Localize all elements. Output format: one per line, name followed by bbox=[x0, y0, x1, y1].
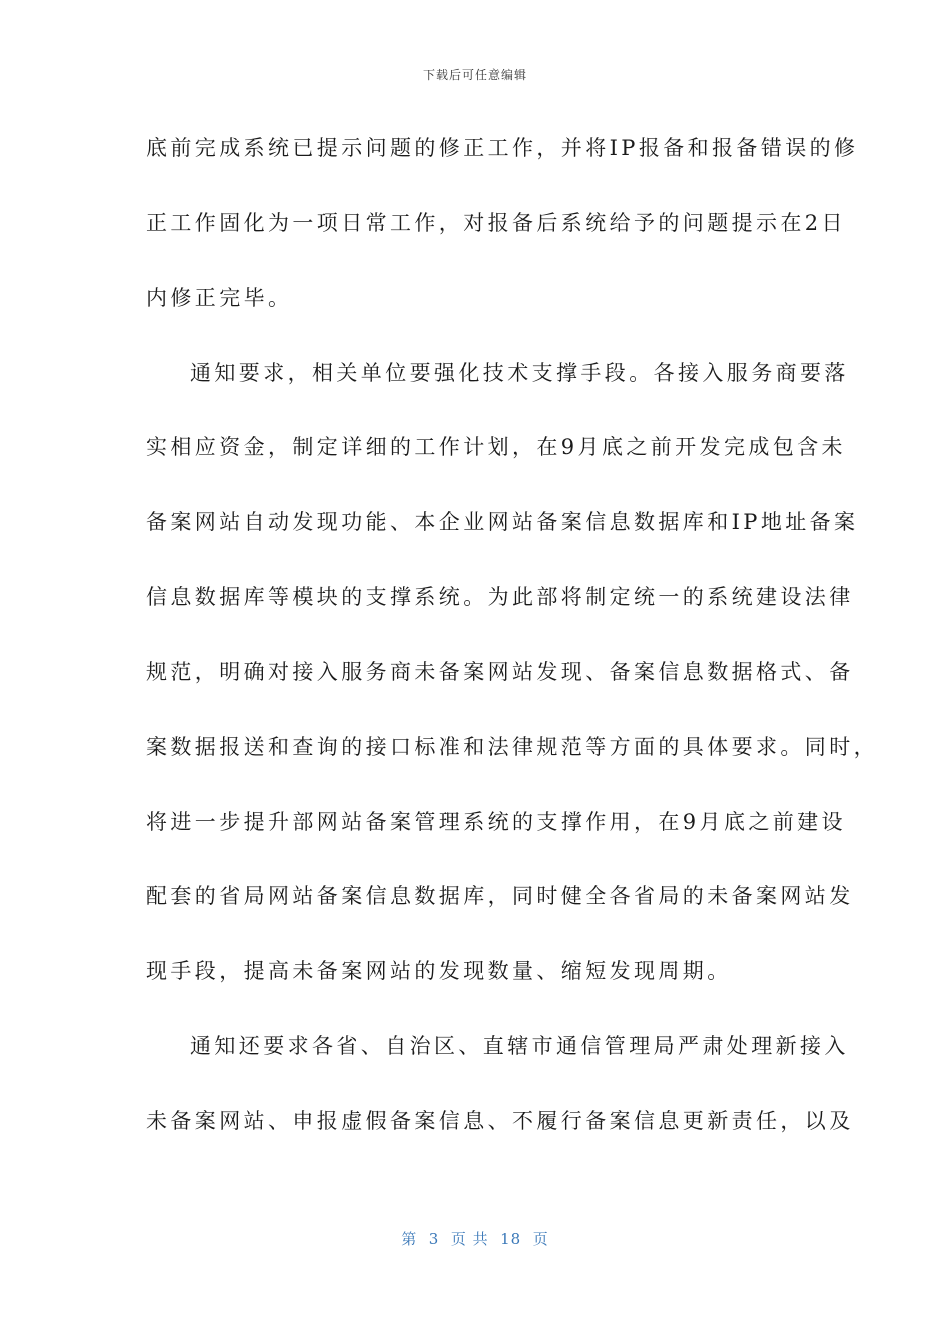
page-header: 下载后可任意编辑 bbox=[422, 68, 527, 82]
paragraph-start-line: 通知还要求各省、自治区、直辖市通信管理局严肃处理新接入 bbox=[190, 1034, 849, 1058]
text-line: 备案网站自动发现功能、本企业网站备案信息数据库和IP地址备案 bbox=[146, 510, 859, 534]
text-line: 案数据报送和查询的接口标准和法律规范等方面的具体要求。同时， bbox=[146, 735, 878, 759]
text-line: 未备案网站、申报虚假备案信息、不履行备案信息更新责任，以及 bbox=[146, 1109, 854, 1133]
text-line: 规范，明确对接入服务商未备案网站发现、备案信息数据格式、备 bbox=[146, 660, 854, 684]
text-line: 实相应资金，制定详细的工作计划，在9月底之前开发完成包含未 bbox=[146, 435, 846, 459]
text-line: 现手段，提高未备案网站的发现数量、缩短发现周期。 bbox=[146, 959, 732, 983]
text-line: 配套的省局网站备案信息数据库，同时健全各省局的未备案网站发 bbox=[146, 884, 854, 908]
paragraph-start-line: 通知要求，相关单位要强化技术支撑手段。各接入服务商要落 bbox=[190, 361, 849, 385]
text-line: 底前完成系统已提示问题的修正工作，并将IP报备和报备错误的修 bbox=[146, 136, 859, 160]
text-line: 将进一步提升部网站备案管理系统的支撑作用，在9月底之前建设 bbox=[146, 810, 846, 834]
text-line: 信息数据库等模块的支撑系统。为此部将制定统一的系统建设法律 bbox=[146, 585, 854, 609]
page-number: 第 3 页 共 18 页 bbox=[401, 1230, 549, 1248]
text-line: 正工作固化为一项日常工作，对报备后系统给予的问题提示在2日 bbox=[146, 211, 846, 235]
text-line: 内修正完毕。 bbox=[146, 286, 293, 310]
